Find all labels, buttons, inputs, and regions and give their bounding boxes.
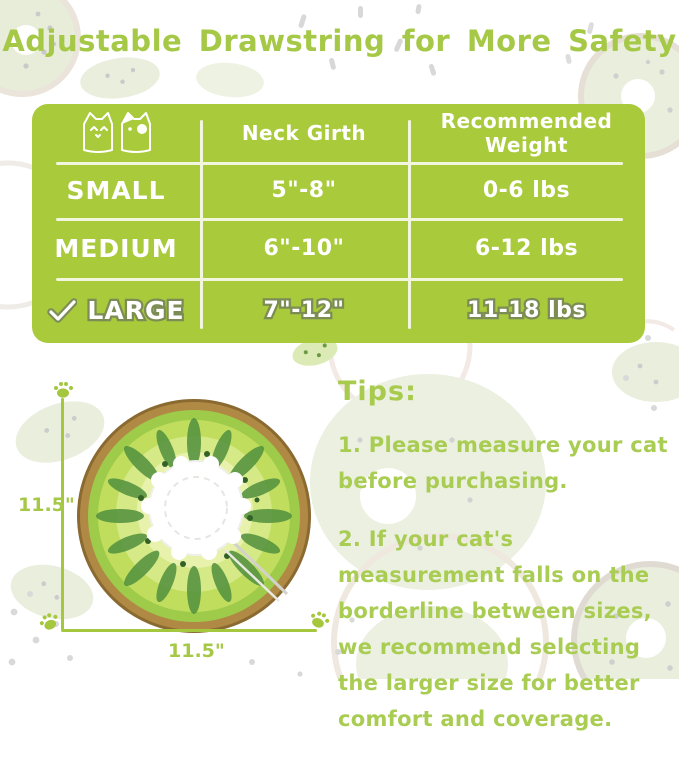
tips-section bbox=[338, 376, 674, 759]
vertical-dimension-label: 11.5" bbox=[18, 494, 75, 516]
paw-icon bbox=[52, 380, 74, 400]
table-row-small-girth: 5"-8" bbox=[271, 177, 337, 203]
size-table bbox=[32, 104, 645, 343]
horizontal-dimension-line bbox=[61, 629, 317, 632]
table-divider bbox=[56, 162, 623, 165]
table-row-small-weight: 0-6 lbs bbox=[482, 177, 571, 203]
table-row-large-weight: 11-18 lbs bbox=[467, 298, 586, 323]
horizontal-dimension-label: 11.5" bbox=[168, 640, 225, 662]
table-divider bbox=[56, 218, 623, 221]
tips-heading: Tips: bbox=[338, 376, 417, 407]
paw-icon bbox=[308, 610, 330, 630]
table-row-large-girth: 7"-12" bbox=[263, 298, 345, 323]
column-header-recommended-weight: Recommended Weight bbox=[440, 109, 613, 157]
selected-size-label: LARGE bbox=[87, 296, 185, 325]
tip-item-1: 1. Please measure your cat before purchasing. bbox=[338, 433, 668, 493]
paw-icon bbox=[38, 612, 60, 632]
checkmark-icon bbox=[47, 298, 77, 323]
table-divider bbox=[408, 120, 411, 329]
table-row-large-size bbox=[32, 296, 200, 325]
kiwi-collar-image bbox=[75, 396, 313, 636]
table-row-medium-size: MEDIUM bbox=[54, 233, 178, 263]
cat-icons bbox=[32, 108, 200, 158]
column-header-neck-girth: Neck Girth bbox=[241, 121, 367, 145]
page-title: Adjustable Drawstring for More Safety bbox=[2, 24, 677, 58]
table-row-medium-girth: 6"-10" bbox=[263, 235, 345, 261]
cat-icon bbox=[78, 108, 154, 154]
table-divider bbox=[200, 120, 203, 329]
table-divider bbox=[56, 278, 623, 281]
table-row-small-size: SMALL bbox=[66, 175, 166, 205]
table-row-medium-weight: 6-12 lbs bbox=[474, 235, 579, 261]
tip-item-2: 2. If your cat's measurement falls on the borderline between sizes, we recommend selecting the larger size for better comfort and coverage. bbox=[338, 527, 652, 731]
